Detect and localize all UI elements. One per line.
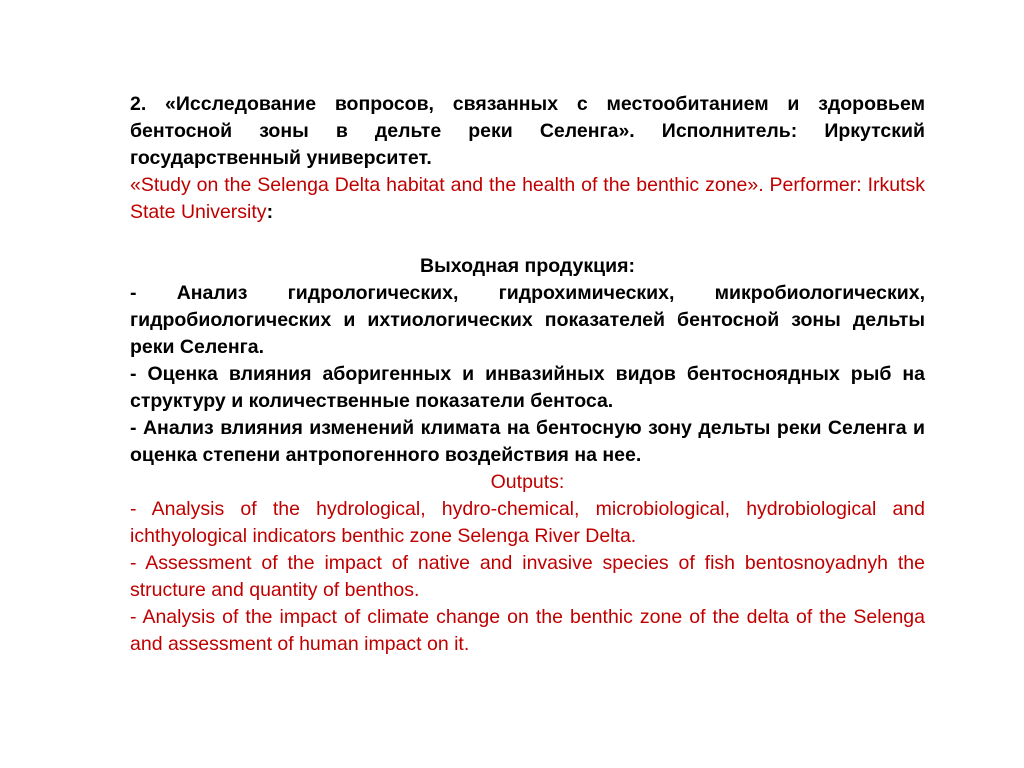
project-title-en-block bbox=[130, 172, 925, 226]
slide-content bbox=[130, 91, 925, 658]
output-item-ru: - Анализ гидрологических, гидрохимических, микробиологических, гидробиологических и ихтиологических показателей бентосной зоны дельты реки Селенга. bbox=[130, 282, 925, 358]
project-title-ru: 2. «Исследование вопросов, связанных с местообитанием и здоровьем бентосной зоны в дельте реки Селенга». Исполнитель: Иркутский государственный университет. bbox=[130, 93, 925, 169]
output-item-ru: - Анализ влияния изменений климата на бентосную зону дельты реки Селенга и оценка степени антропогенного воздействия на нее. bbox=[130, 417, 925, 466]
outputs-heading-ru: Выходная продукция: bbox=[420, 255, 635, 277]
output-item-en: - Analysis of the hydrological, hydro-chemical, microbiological, hydrobiological and ichthyological indicators benthic zone Selenga River Delta. bbox=[130, 498, 925, 547]
project-title-en: «Study on the Selenga Delta habitat and the health of the benthic zone». Performer: Irkutsk State University bbox=[130, 174, 925, 223]
output-item-en: - Assessment of the impact of native and invasive species of fish bentosnoyadnyh the structure and quantity of benthos. bbox=[130, 552, 925, 601]
outputs-heading-en: Outputs: bbox=[490, 471, 565, 493]
project-title-en-colon: : bbox=[266, 201, 274, 223]
output-item-en: - Analysis of the impact of climate change on the benthic zone of the delta of the Selenga and assessment of human impact on it. bbox=[130, 606, 925, 655]
spacer bbox=[130, 226, 925, 253]
output-item-ru: - Оценка влияния аборигенных и инвазийных видов бентосноядных рыб на структуру и количественные показатели бентоса. bbox=[130, 363, 925, 412]
